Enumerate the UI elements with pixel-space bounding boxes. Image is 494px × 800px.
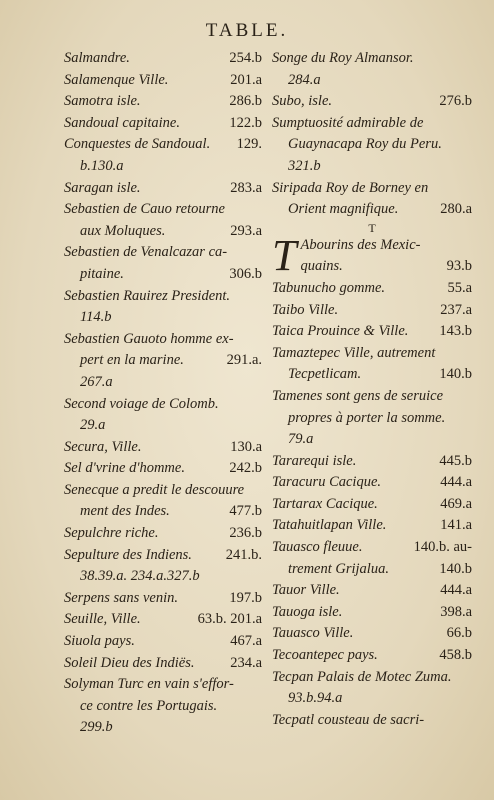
- entry-text: trement Grijalua.: [288, 560, 389, 577]
- index-entry-line: [272, 156, 472, 178]
- index-entry: [272, 515, 472, 537]
- index-entry-line: [64, 674, 262, 696]
- page-reference: 236.b: [229, 525, 262, 542]
- index-entry-line: [64, 286, 262, 308]
- entry-text: Orient magnifique.: [288, 201, 399, 218]
- entry-text: Secura, Ville.: [64, 438, 142, 455]
- index-entry-line: [64, 394, 262, 416]
- entry-text: Songe du Roy Almansor.: [272, 50, 414, 66]
- index-column-right: [272, 48, 472, 731]
- index-entry: [64, 394, 262, 437]
- index-entry: [272, 580, 472, 602]
- entry-text: Solyman Turc en vain s'effor-: [64, 676, 234, 693]
- entry-text: Tamaztepec Ville, autrement: [272, 344, 436, 361]
- entry-text: Sel d'vrine d'homme.: [64, 460, 185, 477]
- page-reference: 458.b: [439, 647, 472, 664]
- index-entry: [272, 300, 472, 322]
- entry-text: 267.a: [80, 373, 113, 390]
- entry-text: Sebastien de Cauo retourne: [64, 201, 225, 218]
- page-reference: 237.a: [440, 301, 472, 318]
- entry-text: Sumptuosité admirable de: [272, 114, 424, 131]
- index-entry-line: [64, 113, 262, 135]
- index-entry: [272, 667, 472, 710]
- index-entry: [64, 523, 262, 545]
- index-entry: [272, 451, 472, 473]
- index-entry-line: [64, 372, 262, 394]
- index-entry-line: [272, 602, 472, 624]
- page-reference: 122.b: [229, 114, 262, 131]
- index-entry: [272, 537, 472, 580]
- page-reference: 55.a: [447, 279, 472, 296]
- index-entry-line: [64, 437, 262, 459]
- entry-text: 321.b: [288, 157, 321, 174]
- entry-text: Siripada Roy de Borney en: [272, 179, 429, 196]
- index-entry: [272, 278, 472, 300]
- index-entry-line: [64, 199, 262, 221]
- index-entry-line: [64, 480, 262, 502]
- page-reference: 241.b.: [225, 546, 262, 563]
- index-entry-line: [64, 156, 262, 178]
- index-entry: [272, 494, 472, 516]
- entry-text: Seuille, Ville.: [64, 611, 141, 628]
- entry-text: Sandoual capitaine.: [64, 114, 180, 131]
- entry-text: Sepulchre riche.: [64, 525, 159, 542]
- index-entry-line: [272, 48, 472, 70]
- index-entry-line: [64, 631, 262, 653]
- index-entry: [64, 674, 262, 739]
- index-entry: [272, 343, 472, 386]
- index-entry: [272, 710, 472, 732]
- entry-text: Tauasco Ville.: [272, 625, 354, 642]
- entry-text: Senecque a predit le descouure: [64, 481, 245, 498]
- index-entry-line: [272, 321, 472, 343]
- page-reference: 140.b. au-: [413, 539, 472, 556]
- index-entry: [64, 480, 262, 523]
- entry-text: Tecpatl cousteau de sacri-: [272, 711, 425, 728]
- entry-text: Tecoantepec pays.: [272, 647, 378, 664]
- entry-text: pitaine.: [80, 265, 124, 282]
- index-entry-line: [272, 134, 472, 156]
- entry-text: Taica Prouince & Ville.: [272, 323, 409, 340]
- entry-text: Abourins des Mexic-: [300, 236, 421, 253]
- entry-text: pert en la marine.: [80, 352, 184, 369]
- page-title: TABLE.: [205, 20, 289, 41]
- index-entry-line: [64, 458, 262, 480]
- index-entry-line: [272, 70, 472, 92]
- index-entry: [64, 609, 262, 631]
- entry-text: Tecpetlicam.: [288, 366, 362, 383]
- entry-text: Tararequi isle.: [272, 452, 357, 469]
- index-entry: [272, 645, 472, 667]
- page-reference: 129.: [236, 136, 262, 153]
- index-entry-line: [64, 566, 262, 588]
- index-entry-line: [272, 278, 472, 300]
- index-entry-line: [64, 350, 262, 372]
- index-entry: [272, 602, 472, 624]
- index-entry-line: [272, 451, 472, 473]
- page-reference: 242.b: [229, 460, 262, 477]
- entry-text: propres à porter la somme.: [288, 409, 446, 426]
- index-entry-line: [64, 609, 262, 631]
- letter-section-heading: T: [368, 220, 376, 235]
- entry-text: 299.b: [80, 719, 113, 736]
- page-reference: 140.b: [439, 560, 472, 577]
- entry-text: ment des Indes.: [80, 503, 170, 520]
- index-entry: [64, 545, 262, 588]
- page-reference: 467.a: [230, 633, 262, 650]
- page-reference: 291.a.: [226, 352, 262, 369]
- entry-text: ce contre les Portugais.: [80, 697, 218, 714]
- index-entry: [64, 113, 262, 135]
- page-reference: 130.a: [230, 438, 262, 455]
- entry-text: quains.: [300, 258, 343, 275]
- entry-text: Taracuru Cacique.: [272, 474, 382, 491]
- page-reference: 93.b: [446, 258, 472, 275]
- entry-text: Tauoga isle.: [272, 603, 343, 620]
- index-entry: [272, 178, 472, 221]
- entry-text: Soleil Dieu des Indiës.: [64, 654, 195, 671]
- entry-text: 79.a: [288, 431, 314, 448]
- index-entry: [64, 178, 262, 200]
- entry-text: b.130.a: [80, 157, 124, 174]
- entry-text: 29.a: [80, 417, 106, 434]
- index-entry-line: [272, 343, 472, 365]
- index-entry-line: [64, 307, 262, 329]
- entry-text: Salmandre.: [64, 50, 130, 66]
- index-entry-line: [64, 415, 262, 437]
- index-entry-line: [272, 91, 472, 113]
- index-entry-line: [64, 264, 262, 286]
- entry-text: Siuola pays.: [64, 633, 135, 650]
- index-entry-line: [272, 710, 472, 732]
- entry-text: Tecpan Palais de Motec Zuma.: [272, 668, 452, 685]
- index-entry-line: [64, 501, 262, 523]
- entry-text: Tauasco fleuue.: [272, 539, 363, 556]
- entry-text: Salamenque Ville.: [64, 71, 169, 88]
- entry-text: Sebastien Gauoto homme ex-: [64, 330, 234, 347]
- page-reference: 398.a: [440, 603, 472, 620]
- index-entry-line: [64, 717, 262, 739]
- index-entry: [64, 48, 262, 70]
- entry-text: Sebastien de Venalcazar ca-: [64, 244, 228, 261]
- entry-text: Tauor Ville.: [272, 582, 340, 599]
- index-entry-line: [272, 386, 472, 408]
- page-reference: 306.b: [229, 265, 262, 282]
- index-entry: [64, 242, 262, 285]
- entry-text: aux Moluques.: [80, 222, 166, 239]
- index-entry-line: [272, 364, 472, 386]
- page-reference: 201.a: [230, 71, 262, 88]
- entry-text: Sebastien Rauirez President.: [64, 287, 231, 304]
- index-entry: [64, 329, 262, 394]
- entry-text: Sepulture des Indiens.: [64, 546, 192, 563]
- page-reference: 143.b: [439, 323, 472, 340]
- page-reference: 286.b: [229, 93, 262, 110]
- index-entry: [64, 199, 262, 242]
- page-reference: 444.a: [440, 582, 472, 599]
- page-reference: 66.b: [446, 625, 472, 642]
- index-entry: [64, 70, 262, 92]
- entry-text: Tatahuitlapan Ville.: [272, 517, 387, 534]
- index-entry: [272, 623, 472, 645]
- index-entry-line: [272, 199, 472, 221]
- page-reference: 477.b: [229, 503, 262, 520]
- index-entry: [64, 631, 262, 653]
- entry-text: Taibo Ville.: [272, 301, 339, 318]
- index-entry: [272, 91, 472, 113]
- drop-cap-letter: T: [272, 234, 297, 278]
- index-entry-line: [64, 70, 262, 92]
- entry-text: 114.b: [80, 309, 112, 326]
- index-entry-line: [64, 696, 262, 718]
- page-reference: 234.a: [230, 654, 262, 671]
- index-entry-line: [272, 494, 472, 516]
- index-entry-line: [272, 623, 472, 645]
- index-entry-line: [64, 242, 262, 264]
- entry-text: Subo, isle.: [272, 93, 333, 110]
- index-entry-line: [272, 429, 472, 451]
- page-reference: 140.b: [439, 366, 472, 383]
- page-reference: 141.a: [440, 517, 472, 534]
- index-entry: [272, 321, 472, 343]
- index-entry-line: [300, 235, 472, 257]
- index-entry-line: [272, 408, 472, 430]
- page-reference: 283.a: [230, 179, 262, 196]
- page-reference: 293.a: [230, 222, 262, 239]
- entry-text: Conquestes de Sandoual.: [64, 136, 211, 153]
- index-entry: [64, 437, 262, 459]
- index-entry-line: [272, 300, 472, 322]
- index-entry-line: [64, 329, 262, 351]
- index-entry-line: [272, 559, 472, 581]
- index-entry-line: [272, 537, 472, 559]
- index-entry-line: [272, 113, 472, 135]
- index-entry-line: [300, 256, 472, 278]
- index-entry: [272, 386, 472, 451]
- entry-text: 38.39.a. 234.a.327.b: [80, 568, 200, 585]
- entry-text: Guaynacapa Roy du Peru.: [288, 136, 442, 153]
- page-reference: 276.b: [439, 93, 472, 110]
- index-entry-line: [64, 653, 262, 675]
- index-entry: [64, 91, 262, 113]
- page-reference: 197.b: [229, 589, 262, 606]
- index-entry-line: [64, 523, 262, 545]
- index-column-left: [64, 48, 262, 739]
- page-reference: 280.a: [440, 201, 472, 218]
- index-entry-line: [64, 221, 262, 243]
- index-entry: [272, 48, 472, 91]
- index-entry-line: [64, 134, 262, 156]
- index-entry-line: [272, 667, 472, 689]
- index-entry-line: [272, 178, 472, 200]
- index-entry-drop-cap: [272, 235, 472, 278]
- entry-text: Serpens sans venin.: [64, 589, 178, 606]
- entry-text: 93.b.94.a: [288, 690, 343, 707]
- page-reference: 444.a: [440, 474, 472, 491]
- index-entry: [64, 458, 262, 480]
- entry-text: Tamenes sont gens de seruice: [272, 387, 444, 404]
- index-entry-line: [64, 178, 262, 200]
- index-entry: [64, 588, 262, 610]
- index-entry-line: [272, 688, 472, 710]
- index-entry: [272, 113, 472, 178]
- entry-text: Second voiage de Colomb.: [64, 395, 219, 412]
- page-reference: 63.b. 201.a: [197, 611, 262, 628]
- page-reference: 469.a: [440, 495, 472, 512]
- page-reference: 254.b: [229, 50, 262, 66]
- index-entry-line: [272, 580, 472, 602]
- index-entry-line: [272, 515, 472, 537]
- index-entry: [64, 653, 262, 675]
- index-entry-line: [64, 588, 262, 610]
- index-entry-line: [64, 91, 262, 113]
- index-entry: [64, 286, 262, 329]
- index-entry-line: [64, 48, 262, 70]
- entry-text: Tabunucho gomme.: [272, 279, 386, 296]
- entry-text: Tartarax Cacique.: [272, 495, 378, 512]
- entry-text: 284.a: [288, 71, 321, 88]
- entry-text: Samotra isle.: [64, 93, 141, 110]
- index-entry-line: [272, 472, 472, 494]
- index-entry-line: [64, 545, 262, 567]
- index-entry: [64, 134, 262, 177]
- page-reference: 445.b: [439, 452, 472, 469]
- entry-text: Saragan isle.: [64, 179, 141, 196]
- index-entry: [272, 472, 472, 494]
- index-entry-line: [272, 645, 472, 667]
